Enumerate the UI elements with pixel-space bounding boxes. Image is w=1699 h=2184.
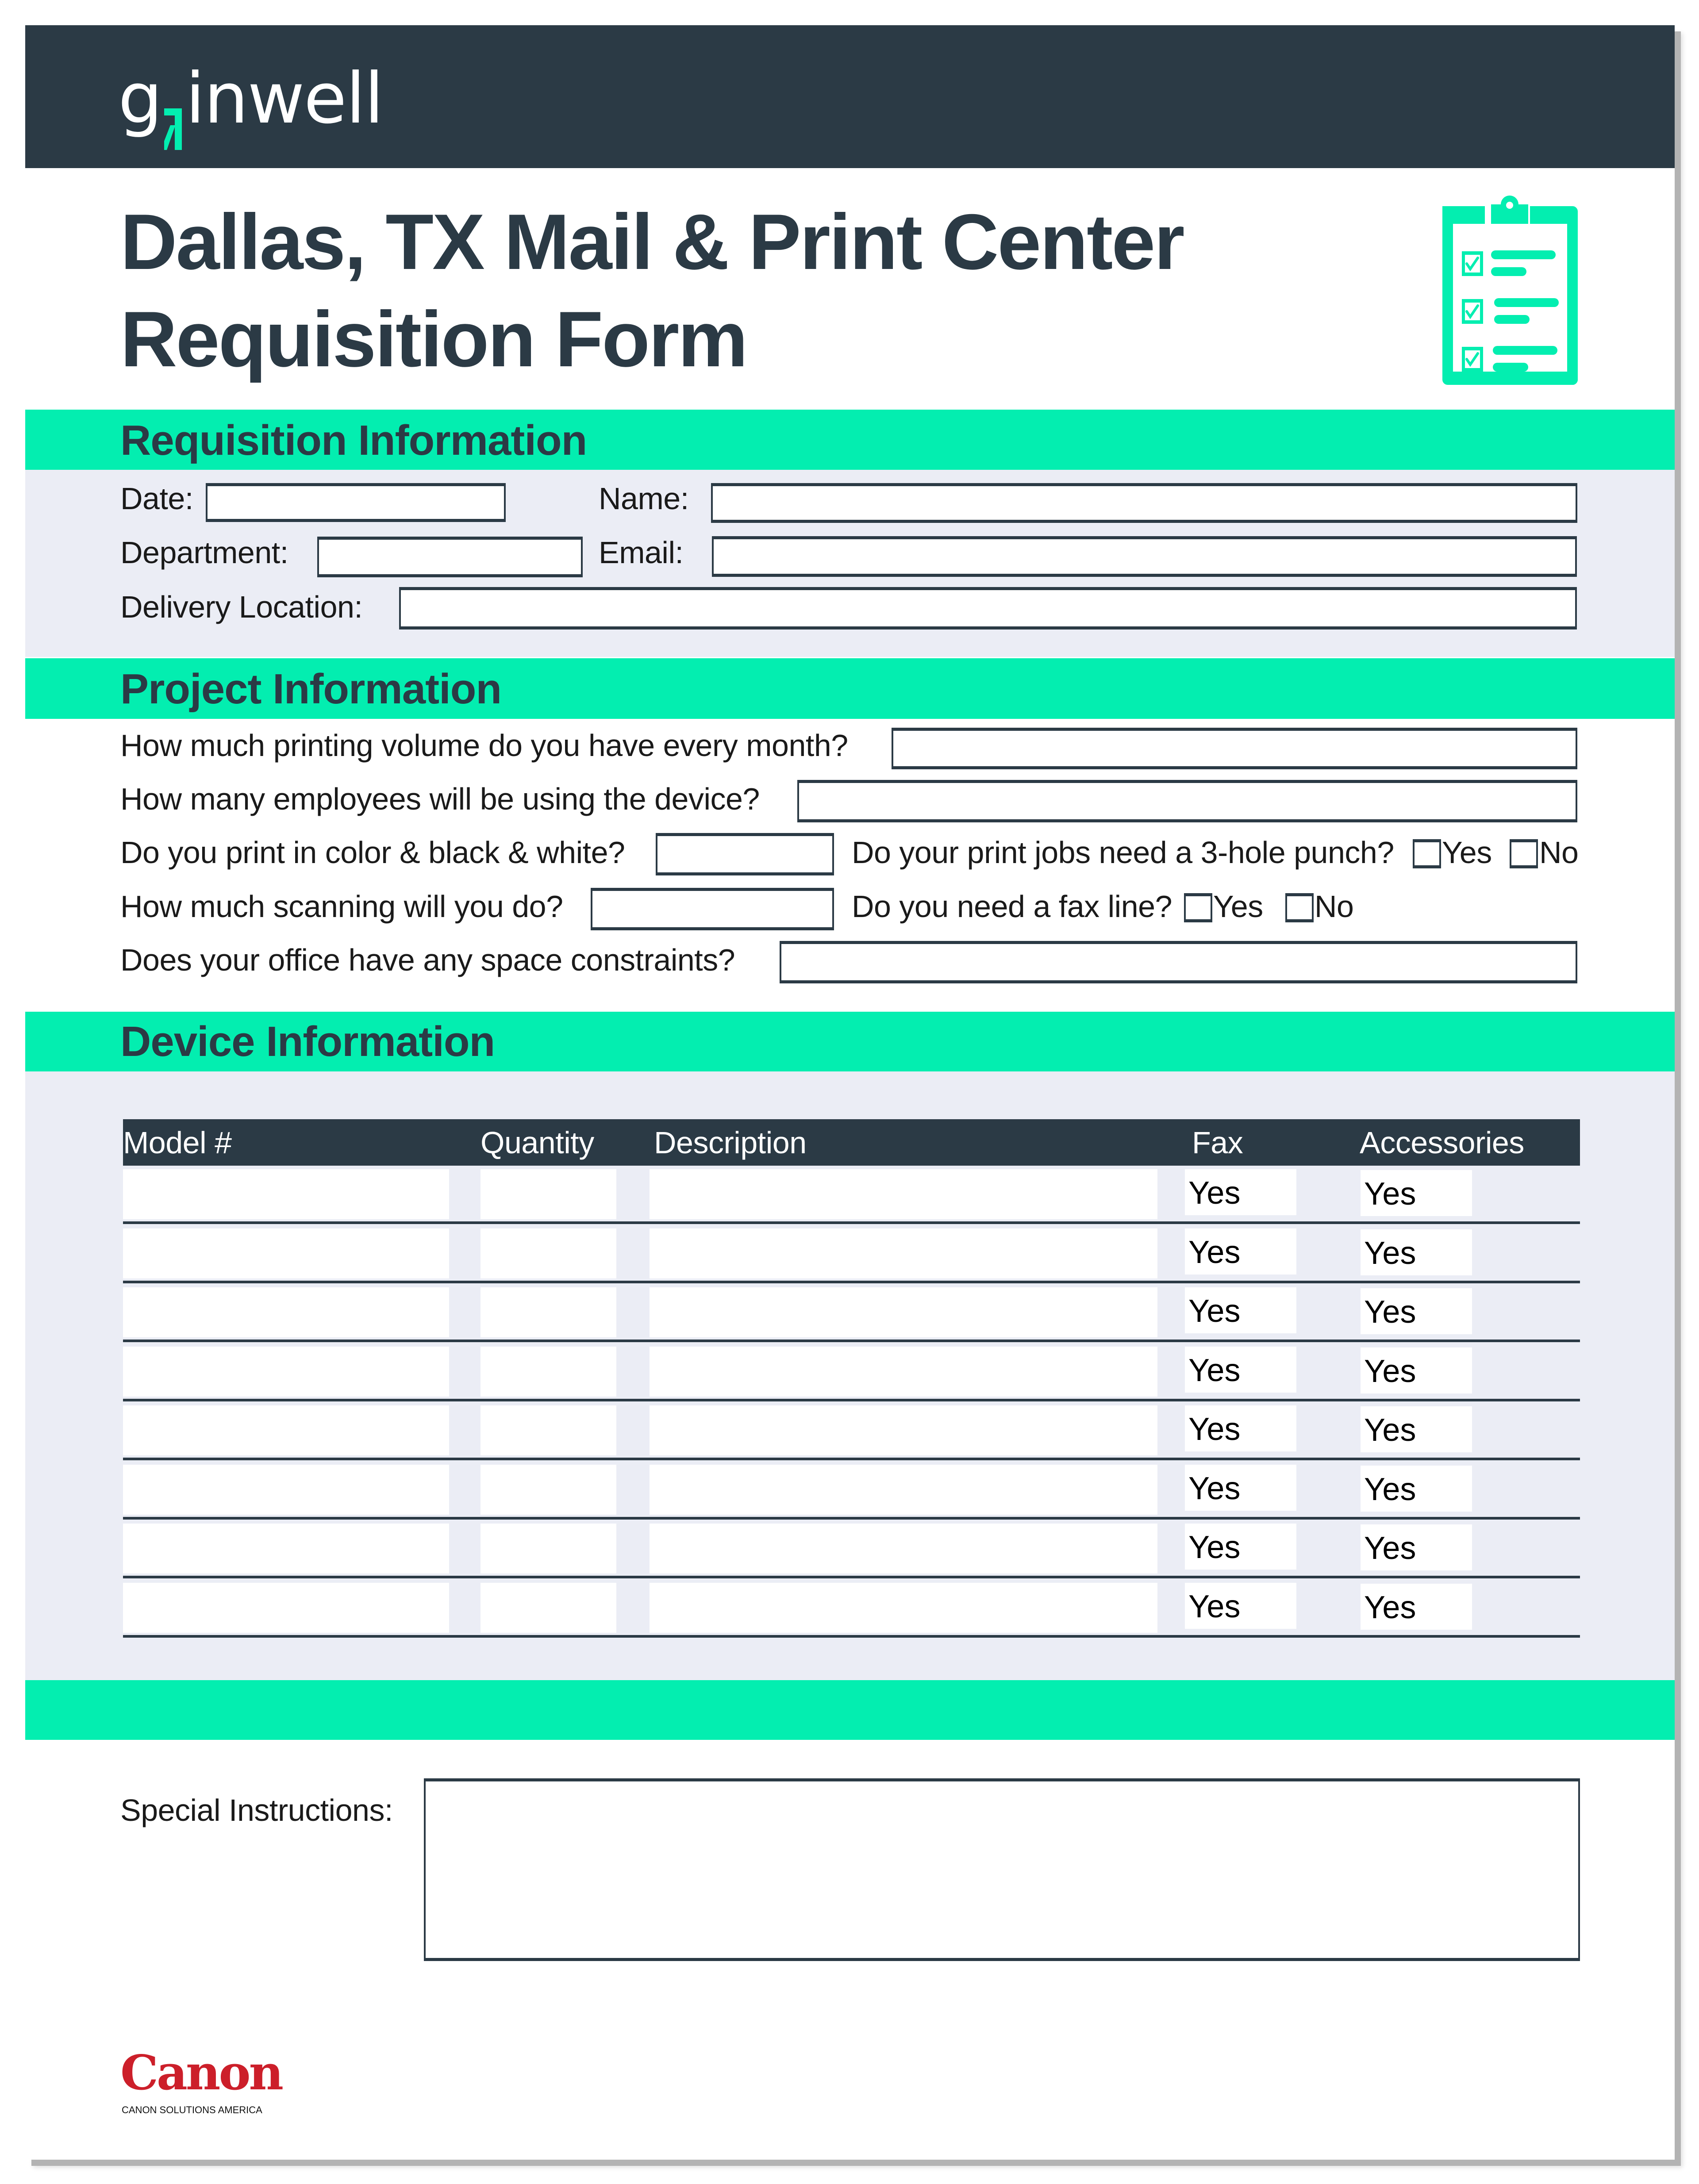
space-constraints-question: Does your office have any space constraints? [120,943,735,977]
row-divider [123,1221,1580,1224]
column-header-accessories: Accessories [1360,1125,1524,1160]
logo-arrow-icon [164,91,182,133]
employees-question: How many employees will be using the device? [120,782,760,816]
requisition-form-page [25,25,1675,2160]
row-divider [123,1635,1580,1638]
row-divider [123,1281,1580,1283]
accessories-cell[interactable]: Yes [1361,1170,1472,1216]
description-cell[interactable] [650,1169,1157,1219]
clipboard-checklist-icon [1442,195,1578,385]
printing-volume-question: How much printing volume do you have every month? [120,728,848,763]
section-bar-project [25,658,1675,719]
scanning-field[interactable] [591,888,834,930]
hole-punch-yes-label: Yes [1442,835,1492,870]
accessories-cell[interactable]: Yes [1361,1347,1472,1393]
special-instructions-label: Special Instructions: [120,1793,393,1827]
email-label: Email: [599,535,684,570]
name-field[interactable] [711,483,1577,523]
description-cell[interactable] [650,1524,1157,1574]
row-divider [123,1340,1580,1342]
fax-cell[interactable]: Yes [1185,1169,1296,1215]
section-bar-device [25,1012,1675,1071]
hole-punch-yes-checkbox[interactable] [1413,839,1441,868]
row-divider [123,1399,1580,1401]
section-bar-requisition [25,410,1675,470]
canon-logo: Canon [120,2045,282,2101]
model-cell[interactable] [123,1583,449,1633]
logo-text-end: inwell [185,58,383,139]
model-cell[interactable] [123,1228,449,1278]
description-cell[interactable] [650,1228,1157,1278]
fax-cell[interactable]: Yes [1185,1524,1296,1570]
quantity-cell[interactable] [480,1347,616,1397]
accessories-cell[interactable]: Yes [1361,1229,1472,1275]
accessories-cell[interactable]: Yes [1361,1288,1472,1334]
accessories-cell[interactable]: Yes [1361,1584,1472,1630]
model-cell[interactable] [123,1347,449,1397]
description-cell[interactable] [650,1347,1157,1397]
page-title [120,193,1184,388]
color-question: Do you print in color & black & white? [120,835,625,870]
accessories-cell[interactable]: Yes [1361,1466,1472,1512]
department-field[interactable] [317,537,583,577]
delivery-location-field[interactable] [399,587,1577,629]
employees-field[interactable] [797,780,1577,822]
quantity-cell[interactable] [480,1287,616,1337]
fax-cell[interactable]: Yes [1185,1287,1296,1333]
date-label: Date: [120,481,193,516]
column-header-quantity: Quantity [480,1125,594,1160]
description-cell[interactable] [650,1405,1157,1455]
section-heading-project: Project Information [120,665,502,713]
brand-header [25,25,1675,168]
fax-cell[interactable]: Yes [1185,1228,1296,1274]
fax-cell[interactable]: Yes [1185,1405,1296,1451]
device-table-header [123,1119,1580,1166]
hole-punch-no-label: No [1539,835,1579,870]
column-header-description: Description [654,1125,807,1160]
section-bar-blank [25,1680,1675,1740]
quantity-cell[interactable] [480,1228,616,1278]
fax-cell[interactable]: Yes [1185,1583,1296,1629]
row-divider [123,1576,1580,1578]
department-label: Department: [120,535,288,570]
column-header-fax: Fax [1192,1125,1243,1160]
name-label: Name: [599,481,689,516]
model-cell[interactable] [123,1465,449,1515]
hole-punch-no-checkbox[interactable] [1510,839,1538,868]
email-field[interactable] [712,536,1577,577]
description-cell[interactable] [650,1583,1157,1633]
hole-punch-question: Do your print jobs need a 3-hole punch? [852,835,1394,870]
accessories-cell[interactable]: Yes [1361,1406,1472,1452]
fax-cell[interactable]: Yes [1185,1347,1296,1393]
model-cell[interactable] [123,1169,449,1219]
canon-solutions-america-text: CANON SOLUTIONS AMERICA [122,2104,262,2115]
gainwell-logo [118,58,383,139]
fax-cell[interactable]: Yes [1185,1465,1296,1511]
scanning-question: How much scanning will you do? [120,889,563,924]
logo-text-start: g [118,58,162,139]
printing-volume-field[interactable] [892,728,1577,769]
fax-line-question: Do you need a fax line? [852,889,1172,924]
model-cell[interactable] [123,1524,449,1574]
row-divider [123,1458,1580,1460]
description-cell[interactable] [650,1287,1157,1337]
fax-line-no-checkbox[interactable] [1285,893,1314,922]
fax-line-yes-checkbox[interactable] [1184,893,1212,922]
accessories-cell[interactable]: Yes [1361,1524,1472,1570]
special-instructions-field[interactable] [424,1778,1580,1961]
space-constraints-field[interactable] [780,941,1577,983]
model-cell[interactable] [123,1405,449,1455]
row-divider [123,1517,1580,1520]
section-heading-device: Device Information [120,1018,495,1065]
color-field[interactable] [656,833,834,875]
model-cell[interactable] [123,1287,449,1337]
column-header-model: Model # [123,1125,232,1160]
quantity-cell[interactable] [480,1169,616,1219]
delivery-location-label: Delivery Location: [120,590,363,624]
date-field[interactable] [206,483,506,522]
quantity-cell[interactable] [480,1465,616,1515]
fax-line-no-label: No [1315,889,1354,924]
quantity-cell[interactable] [480,1583,616,1633]
quantity-cell[interactable] [480,1405,616,1455]
fax-line-yes-label: Yes [1213,889,1263,924]
description-cell[interactable] [650,1465,1157,1515]
section-heading-requisition: Requisition Information [120,417,587,464]
title-line-2: Requisition Form [120,295,747,383]
title-line-1: Dallas, TX Mail & Print Center [120,198,1184,286]
quantity-cell[interactable] [480,1524,616,1574]
